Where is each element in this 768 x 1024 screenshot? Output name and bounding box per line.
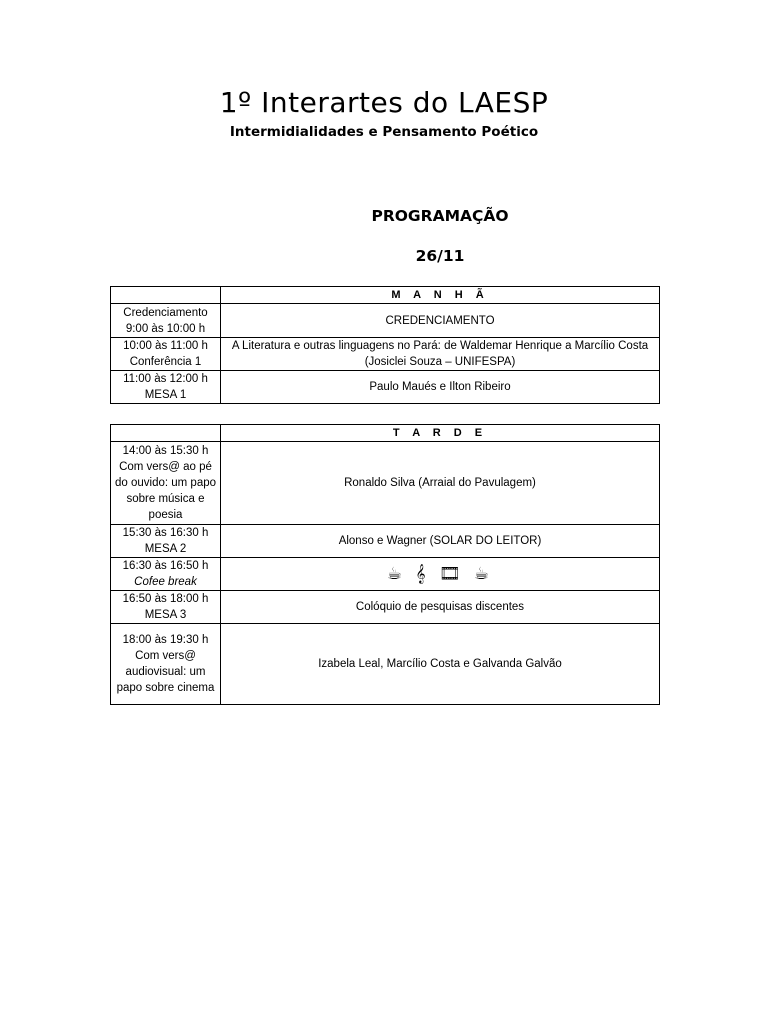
morning-schedule-table bbox=[110, 286, 660, 404]
page-subtitle: Intermidialidades e Pensamento Poético bbox=[229, 124, 539, 140]
description-cell: Ronaldo Silva (Arraial do Pavulagem) bbox=[221, 442, 660, 525]
description-cell: CREDENCIAMENTO bbox=[221, 304, 660, 338]
time-cell bbox=[111, 442, 221, 525]
coffee-break-icons: ☕ 𝄞 🎞 ☕ bbox=[221, 558, 660, 591]
time-cell bbox=[111, 624, 221, 705]
morning-label: M A N H Ã bbox=[221, 287, 660, 304]
time-text: 14:00 às 15:30 h bbox=[122, 445, 209, 457]
time-text: 16:50 às 18:00 h bbox=[122, 593, 209, 605]
time-cell bbox=[111, 591, 221, 624]
afternoon-schedule-table bbox=[110, 424, 660, 705]
session-text: MESA 1 bbox=[144, 389, 187, 401]
time-cell bbox=[111, 304, 221, 338]
table-row bbox=[111, 442, 660, 525]
afternoon-header-row bbox=[111, 425, 660, 442]
table-row bbox=[111, 525, 660, 558]
time-text: 16:30 às 16:50 h bbox=[122, 560, 209, 572]
table-row bbox=[111, 338, 660, 371]
session-text: Com vers@ ao pé do ouvido: um papo sobre música e poesia bbox=[114, 461, 217, 521]
table-row bbox=[111, 558, 660, 591]
blank-cell bbox=[111, 287, 221, 304]
session-text: MESA 3 bbox=[144, 609, 187, 621]
session-text: Cofee break bbox=[134, 576, 197, 588]
description-cell: Paulo Maués e Ilton Ribeiro bbox=[221, 371, 660, 404]
session-text: Conferência 1 bbox=[129, 356, 202, 368]
description-cell: Alonso e Wagner (SOLAR DO LEITOR) bbox=[221, 525, 660, 558]
time-cell bbox=[111, 371, 221, 404]
table-row bbox=[111, 591, 660, 624]
blank-cell bbox=[111, 425, 221, 442]
description-cell: Colóquio de pesquisas discentes bbox=[221, 591, 660, 624]
time-text: 11:00 às 12:00 h bbox=[123, 373, 208, 385]
time-text: 15:30 às 16:30 h bbox=[122, 527, 209, 539]
time-cell bbox=[111, 338, 221, 371]
time-cell bbox=[111, 558, 221, 591]
time-cell bbox=[111, 525, 221, 558]
afternoon-label: T A R D E bbox=[221, 425, 660, 442]
session-text: 9:00 às 10:00 h bbox=[125, 322, 206, 335]
program-date: 26/11 bbox=[415, 247, 465, 265]
description-cell: Izabela Leal, Marcílio Costa e Galvanda Galvão bbox=[221, 624, 660, 705]
morning-header-row bbox=[111, 287, 660, 304]
session-text: MESA 2 bbox=[144, 543, 187, 555]
time-text: 18:00 às 19:30 h bbox=[122, 634, 209, 646]
table-row bbox=[111, 624, 660, 705]
description-cell: A Literatura e outras linguagens no Pará: de Waldemar Henrique a Marcílio Costa (Josiclei Souza – UNIFESPA) bbox=[221, 338, 660, 371]
table-row bbox=[111, 304, 660, 338]
time-text: 10:00 às 11:00 h bbox=[123, 340, 208, 352]
table-row bbox=[111, 371, 660, 404]
program-heading: PROGRAMAÇÃO bbox=[371, 207, 509, 225]
session-text: Com vers@ audiovisual: um papo sobre cinema bbox=[116, 650, 215, 694]
time-text: Credenciamento bbox=[123, 306, 208, 319]
page-title: 1º Interartes do LAESP bbox=[219, 86, 549, 119]
